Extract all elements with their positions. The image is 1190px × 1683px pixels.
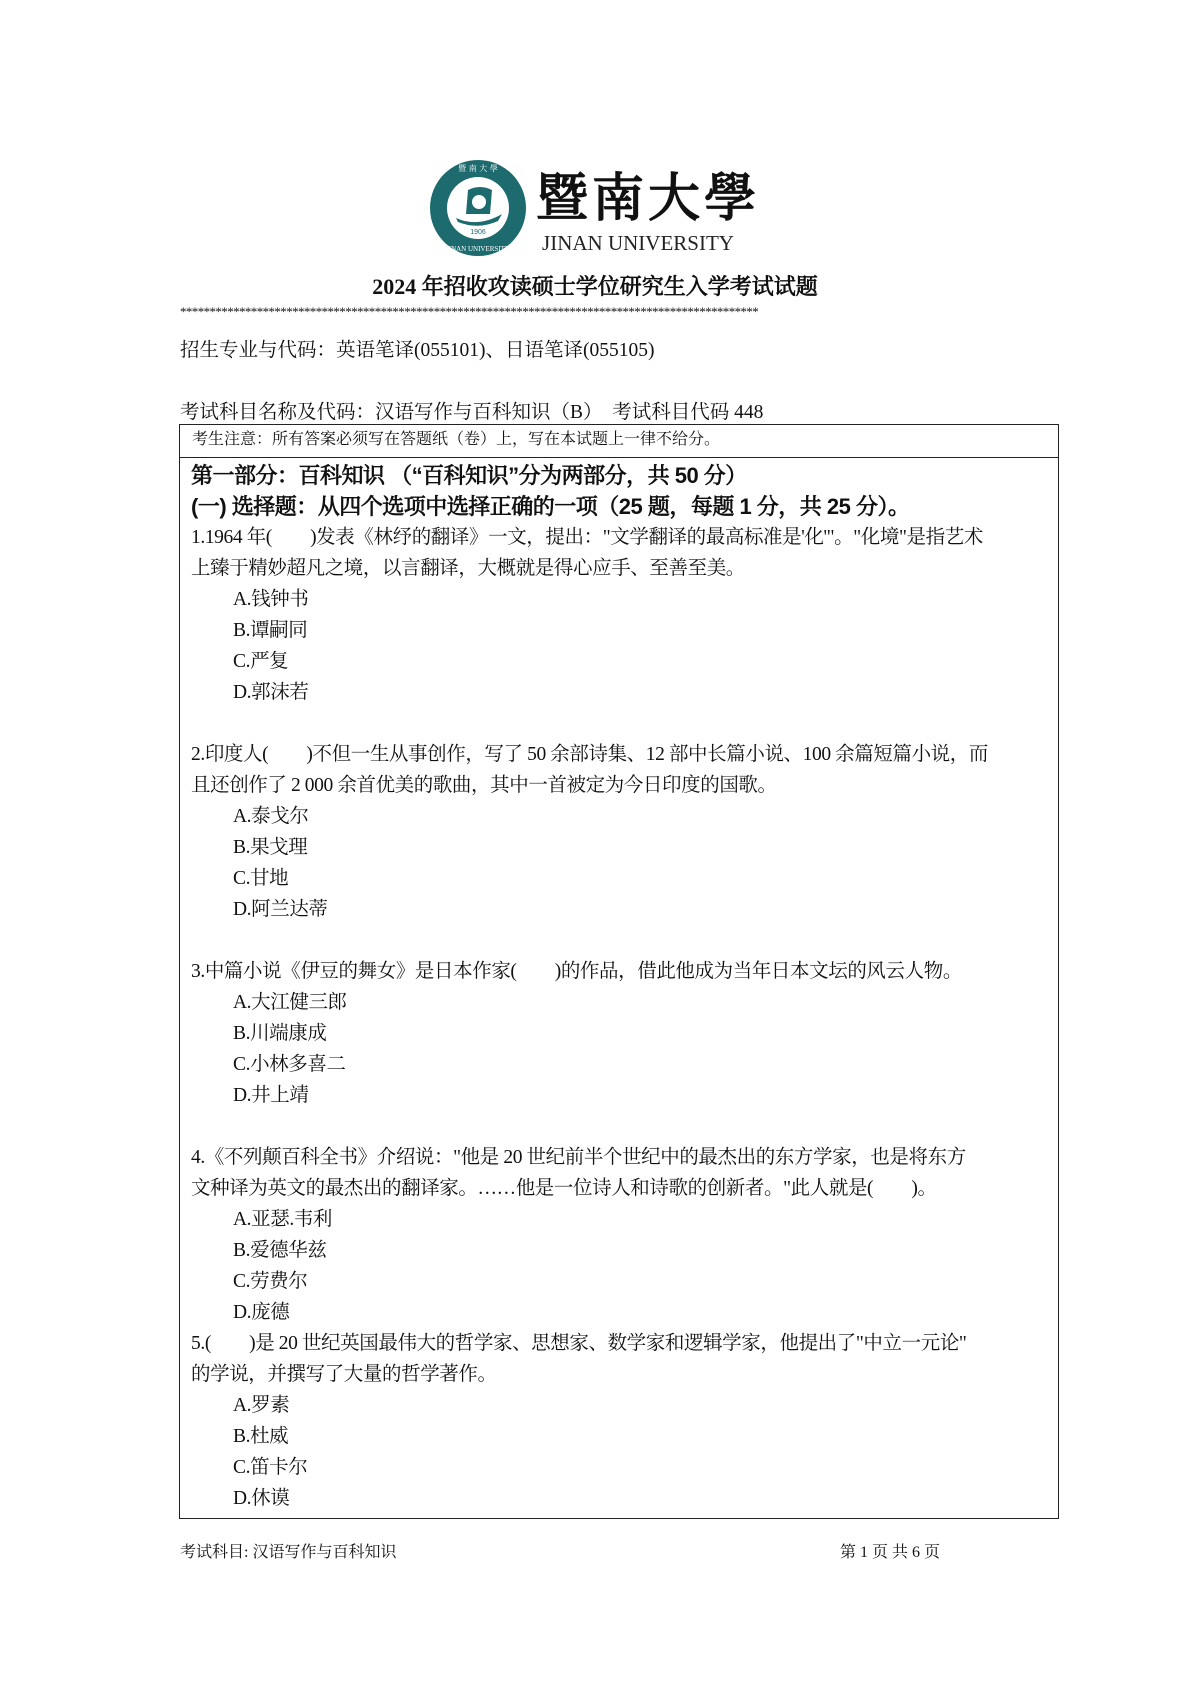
- svg-text:暨 南 大 學: 暨 南 大 學: [458, 164, 498, 173]
- answer-option: D.井上靖: [233, 1085, 309, 1106]
- answer-option: B.杜威: [233, 1426, 289, 1447]
- answer-option: A.钱钟书: [233, 589, 309, 610]
- question-text: 1.1964 年( )发表《林纾的翻译》一文，提出："文学翻译的最高标准是'化'"。"化境"是指艺术: [191, 527, 983, 548]
- question-area: [180, 458, 1058, 1518]
- asterisk-divider: **************************************************************************************************: [180, 304, 759, 319]
- question-item: [191, 739, 1052, 956]
- svg-text:暨南大學: 暨南大學: [535, 168, 761, 229]
- question-text: 上臻于精妙超凡之境，以言翻译，大概就是得心应手、至善至美。: [191, 558, 745, 579]
- question-item: [191, 1142, 1052, 1328]
- university-logo: [428, 158, 764, 262]
- jinan-university-emblem-icon: [428, 158, 764, 262]
- question-text: 5.( )是 20 世纪英国最伟大的哲学家、思想家、数学家和逻辑学家，他提出了"中立一元论": [191, 1333, 967, 1354]
- examinee-notice: 考生注意：所有答案必须写在答题纸（卷）上，写在本试题上一律不给分。: [180, 425, 1058, 458]
- question-item: [191, 522, 1052, 739]
- exam-content-box: [179, 424, 1059, 1519]
- answer-option: A.大江健三郎: [233, 992, 347, 1013]
- answer-option: A.罗素: [233, 1395, 290, 1416]
- answer-option: D.休谟: [233, 1488, 290, 1509]
- answer-option: D.阿兰达蒂: [233, 899, 328, 920]
- answer-option: B.爱德华兹: [233, 1240, 327, 1261]
- footer-page-number: 第 1 页 共 6 页: [840, 1544, 941, 1561]
- exam-body: [179, 424, 1059, 1563]
- question-text: 3.中篇小说《伊豆的舞女》是日本作家( )的作品，借此他成为当年日本文坛的风云人物。: [191, 961, 962, 982]
- spacer: [191, 1111, 1052, 1142]
- part-heading: 第一部分：百科知识 （“百科知识”分为两部分，共 50 分）: [191, 463, 747, 488]
- svg-text:JINAN UNIVERSITY: JINAN UNIVERSITY: [542, 231, 734, 255]
- question-list: [191, 522, 1052, 1514]
- answer-option: B.川端康成: [233, 1023, 327, 1044]
- answer-option: A.亚瑟.韦利: [233, 1209, 333, 1230]
- footer-subject: 考试科目: 汉语写作与百科知识: [180, 1544, 397, 1561]
- question-text: 文种译为英文的最杰出的翻译家。……他是一位诗人和诗歌的创新者。"此人就是( )。: [191, 1178, 937, 1199]
- answer-option: D.郭沫若: [233, 682, 309, 703]
- section-heading: (一) 选择题：从四个选项中选择正确的一项（25 题，每题 1 分，共 25 分）。: [191, 494, 910, 519]
- answer-option: B.谭嗣同: [233, 620, 308, 641]
- question-item: [191, 956, 1052, 1142]
- answer-option: D.庞德: [233, 1302, 290, 1323]
- question-text: 的学说，并撰写了大量的哲学著作。: [191, 1364, 497, 1385]
- answer-option: C.笛卡尔: [233, 1457, 308, 1478]
- answer-option: C.劳费尔: [233, 1271, 308, 1292]
- subject-and-code: 考试科目名称及代码：汉语写作与百科知识（B） 考试科目代码 448: [180, 402, 764, 423]
- question-text: 2.印度人( )不但一生从事创作，写了 50 余部诗集、12 部中长篇小说、100 余篇短篇小说，而: [191, 744, 988, 765]
- answer-option: C.甘地: [233, 868, 289, 889]
- question-text: 且还创作了 2 000 余首优美的歌曲，其中一首被定为今日印度的国歌。: [191, 775, 777, 796]
- answer-option: B.果戈理: [233, 837, 308, 858]
- major-and-code: 招生专业与代码：英语笔译(055101)、日语笔译(055105): [180, 340, 655, 361]
- answer-option: A.泰戈尔: [233, 806, 309, 827]
- answer-option: C.严复: [233, 651, 289, 672]
- question-item: [191, 1328, 1052, 1514]
- question-text: 4.《不列颠百科全书》介绍说："他是 20 世纪前半个世纪中的最杰出的东方学家，也是将东方: [191, 1147, 966, 1168]
- spacer: [191, 925, 1052, 956]
- exam-title: 2024 年招收攻读硕士学位研究生入学考试试题: [372, 274, 818, 299]
- svg-text:1906: 1906: [470, 229, 486, 236]
- page-footer: [179, 1539, 1059, 1563]
- spacer: [191, 708, 1052, 739]
- svg-text:JINAN UNIVERSITY: JINAN UNIVERSITY: [446, 245, 510, 253]
- answer-option: C.小林多喜二: [233, 1054, 346, 1075]
